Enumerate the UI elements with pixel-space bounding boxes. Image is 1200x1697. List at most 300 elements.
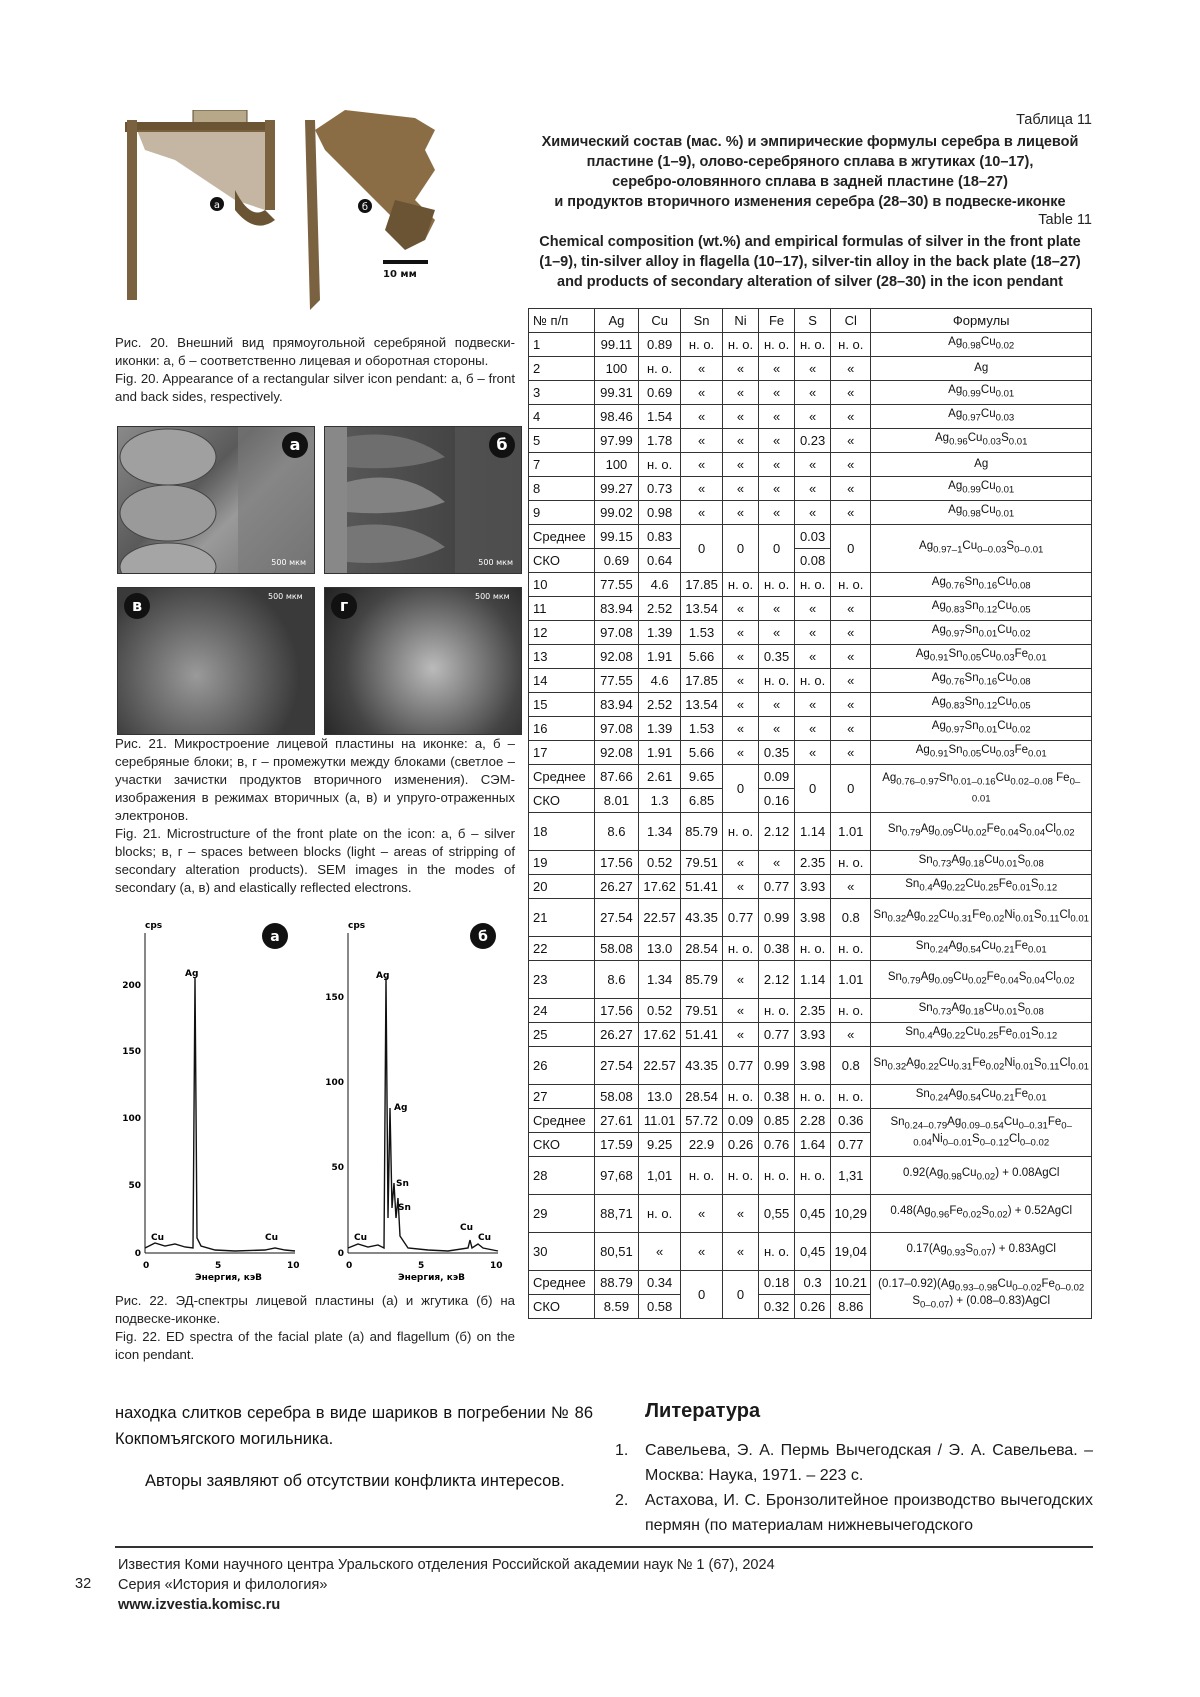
table-cell: 85.79 — [681, 813, 723, 851]
table-cell: « — [795, 741, 831, 765]
table-cell: 43.35 — [681, 1047, 723, 1085]
table-cell: « — [795, 501, 831, 525]
table-cell: 28 — [529, 1157, 595, 1195]
table-cell: « — [795, 717, 831, 741]
table-header-row — [529, 309, 1092, 333]
table-cell: « — [681, 357, 723, 381]
table-cell: н. о. — [723, 813, 759, 851]
column-header: № п/п — [529, 309, 595, 333]
tick: 100 — [122, 1114, 141, 1124]
table-cell: Среднее — [529, 765, 595, 789]
formula-cell: $Ag_{0.91}Sn_{0.05}Cu_{0.03}Fe_{0.01}$ — [871, 645, 1092, 669]
table-cell: 0.35 — [759, 741, 795, 765]
table-cell: СКО — [529, 789, 595, 813]
table-cell: 4.6 — [639, 573, 681, 597]
table-row — [529, 381, 1092, 405]
table-cell: н. о. — [639, 1195, 681, 1233]
table-cell: 43.35 — [681, 899, 723, 937]
table-cell: « — [723, 477, 759, 501]
formula-cell: $Sn_{0.79}Ag_{0.09}Cu_{0.02}Fe_{0.04}S_{0.04}Cl_{0.02}$ — [871, 961, 1092, 999]
conflict-statement: Авторы заявляют об отсутствии конфликта интересов. — [145, 1472, 565, 1490]
sem-label-d: г — [331, 593, 357, 619]
table-cell: Среднее — [529, 1271, 595, 1295]
table-cell: 0.77 — [759, 1023, 795, 1047]
table-cell: 22.57 — [639, 1047, 681, 1085]
table-cell: 1.54 — [639, 405, 681, 429]
table-cell: 16 — [529, 717, 595, 741]
column-header: Cl — [831, 309, 871, 333]
sem-scale-b: 500 мкм — [478, 558, 513, 567]
sem-panel-a — [117, 426, 315, 574]
table-cell: « — [831, 741, 871, 765]
table-cell: 3 — [529, 381, 595, 405]
formula-cell: $Ag_{0.97}Sn_{0.01}Cu_{0.02}$ — [871, 621, 1092, 645]
tick: 150 — [325, 993, 344, 1003]
table-cell: « — [759, 429, 795, 453]
table-cell: 6.85 — [681, 789, 723, 813]
table-cell: 83.94 — [594, 597, 638, 621]
tick: 100 — [325, 1078, 344, 1088]
table-cell: 0.38 — [759, 1085, 795, 1109]
formula-cell: $0.48(Ag_{0.96}Fe_{0.02}S_{0.02})$ + 0.52AgCl — [871, 1195, 1092, 1233]
table-cell: 0 — [681, 525, 723, 573]
table-cell: 1.39 — [639, 621, 681, 645]
table-cell: 2.35 — [795, 851, 831, 875]
spec-a-label: а — [270, 929, 280, 945]
table-cell: « — [681, 477, 723, 501]
table-cell: 22.9 — [681, 1133, 723, 1157]
table-cell: « — [795, 405, 831, 429]
table-row — [529, 1233, 1092, 1271]
table-cell: 0.77 — [759, 875, 795, 899]
table-cell: 58.08 — [594, 1085, 638, 1109]
formula-cell: $Ag_{0.97-1}Cu_{0-0.03}S_{0-0.01}$ — [871, 525, 1092, 573]
table-cell: 97.08 — [594, 621, 638, 645]
footer-website[interactable]: www.izvestia.komisc.ru — [118, 1597, 281, 1613]
table-cell: 18 — [529, 813, 595, 851]
table-cell: 8.01 — [594, 789, 638, 813]
table-cell: 0 — [759, 525, 795, 573]
table-cell: 3.93 — [795, 1023, 831, 1047]
table-cell: « — [831, 501, 871, 525]
table-cell: « — [681, 1195, 723, 1233]
table-cell: н. о. — [795, 937, 831, 961]
table-cell: 15 — [529, 693, 595, 717]
formula-cell: $Ag_{0.97}Cu_{0.03}$ — [871, 405, 1092, 429]
table-cell: 0.16 — [759, 789, 795, 813]
formula-cell: $Sn_{0.73}Ag_{0.18}Cu_{0.01}S_{0.08}$ — [871, 851, 1092, 875]
table-cell: 77.55 — [594, 669, 638, 693]
table-row — [529, 741, 1092, 765]
table-row — [529, 999, 1092, 1023]
table-cell: 0.3 — [795, 1271, 831, 1295]
table-cell: 0.69 — [594, 549, 638, 573]
table-cell: « — [759, 717, 795, 741]
table-cell: 1,01 — [639, 1157, 681, 1195]
table-cell: н. о. — [831, 1085, 871, 1109]
table-cell: « — [759, 501, 795, 525]
table-cell: 87.66 — [594, 765, 638, 789]
table-cell: « — [723, 1233, 759, 1271]
table-row — [529, 501, 1092, 525]
table-cell: 2.52 — [639, 597, 681, 621]
table-cell: 0.09 — [723, 1109, 759, 1133]
formula-cell: $Ag_{0.99}Cu_{0.01}$ — [871, 477, 1092, 501]
table-cell: 2.61 — [639, 765, 681, 789]
caption-en: Fig. 20. Appearance of a rectangular silver icon pendant: a, б – front and back sides, respectively. — [115, 371, 515, 404]
table-cell: 17.62 — [639, 875, 681, 899]
table-cell: 0.99 — [759, 899, 795, 937]
table-cell: « — [831, 429, 871, 453]
table-cell: 0 — [723, 525, 759, 573]
table-cell: 1.34 — [639, 961, 681, 999]
tick: 0 — [346, 1261, 353, 1271]
table-cell: 0.77 — [723, 1047, 759, 1085]
figure-20-image — [115, 110, 475, 330]
tick: 10 — [287, 1261, 300, 1271]
table-cell: 26 — [529, 1047, 595, 1085]
table-cell: 0.89 — [639, 333, 681, 357]
peak-label: Cu — [265, 1233, 279, 1243]
table-cell: « — [795, 477, 831, 501]
table-cell: н. о. — [795, 669, 831, 693]
table-cell: 0.64 — [639, 549, 681, 573]
table-cell: СКО — [529, 1133, 595, 1157]
table-cell: 0.98 — [639, 501, 681, 525]
sem-panel-c — [117, 587, 315, 735]
table-cell: « — [723, 381, 759, 405]
tick: 0 — [134, 1249, 141, 1259]
fig20-scale: 10 мм — [383, 269, 417, 280]
table-cell: « — [795, 381, 831, 405]
table-cell: « — [795, 693, 831, 717]
formula-cell: $Ag_{0.97}Sn_{0.01}Cu_{0.02}$ — [871, 717, 1092, 741]
formula-cell: $Sn_{0.4}Ag_{0.22}Cu_{0.25}Fe_{0.01}S_{0.12}$ — [871, 875, 1092, 899]
table-cell: 0.77 — [831, 1133, 871, 1157]
table-cell: 100 — [594, 357, 638, 381]
caption-ru: Рис. 22. ЭД-спектры лицевой пластины (а) и жгутика (б) на подвеске-иконке. — [115, 1293, 515, 1326]
figure-21-caption — [115, 735, 515, 897]
table-cell: 17.56 — [594, 851, 638, 875]
table-cell: 0.83 — [639, 525, 681, 549]
table-row — [529, 597, 1092, 621]
sem-label-c: в — [124, 593, 150, 619]
table-cell: « — [831, 717, 871, 741]
table-cell: 0,45 — [795, 1233, 831, 1271]
formula-cell: $Sn_{0.4}Ag_{0.22}Cu_{0.25}Fe_{0.01}S_{0.12}$ — [871, 1023, 1092, 1047]
table-cell: 9.25 — [639, 1133, 681, 1157]
caption-en: Fig. 21. Microstructure of the front plate on the icon: a, б – silver blocks; в, г – spaces between blocks (light – areas of stripping of secondary alteration products). SEM images in the modes of secondary (а, в) and elastically reflected electrons. — [115, 826, 515, 895]
column-header: Fe — [759, 309, 795, 333]
table-cell: « — [831, 645, 871, 669]
table-cell: 9 — [529, 501, 595, 525]
table-row — [529, 1271, 1092, 1295]
table-cell: 21 — [529, 899, 595, 937]
table-cell: « — [795, 453, 831, 477]
table-cell: 1.01 — [831, 961, 871, 999]
table-cell: 3.93 — [795, 875, 831, 899]
table-cell: 13.54 — [681, 693, 723, 717]
table-cell: 3.98 — [795, 899, 831, 937]
table-cell: 85.79 — [681, 961, 723, 999]
table-cell: « — [759, 453, 795, 477]
table-row — [529, 645, 1092, 669]
table-cell: СКО — [529, 549, 595, 573]
table-cell: 0.8 — [831, 1047, 871, 1085]
table-cell: 92.08 — [594, 645, 638, 669]
table-cell: 0.8 — [831, 899, 871, 937]
table-cell: 1.53 — [681, 621, 723, 645]
table-cell: н. о. — [639, 453, 681, 477]
table-cell: « — [831, 1023, 871, 1047]
formula-cell: $0.17(Ag_{0.93}S_{0.07})$ + 0.83AgCl — [871, 1233, 1092, 1271]
table-cell: 0.35 — [759, 645, 795, 669]
table-cell: 88.79 — [594, 1271, 638, 1295]
table-cell: « — [759, 597, 795, 621]
body-paragraph: находка слитков серебра в виде шариков в погребении № 86 Кокпомъягского могильника. — [115, 1404, 593, 1448]
table-cell: 1.91 — [639, 645, 681, 669]
column-header: Формулы — [871, 309, 1092, 333]
table-cell: « — [723, 1023, 759, 1047]
table-cell: 0.73 — [639, 477, 681, 501]
table-cell: 0 — [723, 765, 759, 813]
table-cell: « — [723, 851, 759, 875]
table-cell: 5.66 — [681, 741, 723, 765]
caption-ru: Рис. 21. Микростроение лицевой пластины на иконке: а, б – серебряные блоки; в, г – промежутки между блоками (светлое – участки зачистки продуктов вторичного изменения). СЭМ-изображения в режимах вторичных (а, в) и упруго-отраженных электронов. — [115, 736, 515, 823]
table-row — [529, 693, 1092, 717]
table-cell: 0 — [831, 765, 871, 813]
table-cell: 79.51 — [681, 851, 723, 875]
formula-cell: Ag — [871, 357, 1092, 381]
reference-1 — [615, 1438, 1093, 1488]
table-cell: 1.01 — [831, 813, 871, 851]
table-cell: 24 — [529, 999, 595, 1023]
table-cell: 98.46 — [594, 405, 638, 429]
table-cell: « — [723, 645, 759, 669]
table-row — [529, 477, 1092, 501]
tick: 150 — [122, 1047, 141, 1057]
table-title-en — [528, 232, 1092, 292]
peak-label: Ag — [394, 1103, 408, 1113]
table-cell: 23 — [529, 961, 595, 999]
table-cell: 17.85 — [681, 669, 723, 693]
composition-table — [528, 308, 1092, 1319]
table-cell: Среднее — [529, 1109, 595, 1133]
table-row — [529, 1195, 1092, 1233]
table-cell: 13.54 — [681, 597, 723, 621]
table-cell: 99.27 — [594, 477, 638, 501]
table-cell: 0.09 — [759, 765, 795, 789]
figure-22-caption — [115, 1292, 515, 1364]
table-cell: 22 — [529, 937, 595, 961]
table-row — [529, 961, 1092, 999]
tick: 5 — [418, 1261, 425, 1271]
table-cell: « — [831, 405, 871, 429]
table-cell: 58.08 — [594, 937, 638, 961]
table-cell: н. о. — [831, 573, 871, 597]
table-cell: 0,55 — [759, 1195, 795, 1233]
title-line: (1–9), tin-silver alloy in flagella (10–17), silver-tin alloy in the back plate (18–27) — [539, 254, 1081, 270]
formula-cell: $Ag_{0.76}Sn_{0.16}Cu_{0.08}$ — [871, 669, 1092, 693]
table-cell: 13 — [529, 645, 595, 669]
table-cell: 0.52 — [639, 851, 681, 875]
formula-cell: $Sn_{0.24}Ag_{0.54}Cu_{0.21}Fe_{0.01}$ — [871, 1085, 1092, 1109]
table-cell: 10,29 — [831, 1195, 871, 1233]
table-cell: 12 — [529, 621, 595, 645]
table-row — [529, 765, 1092, 789]
table-cell: « — [681, 501, 723, 525]
table-cell: 83.94 — [594, 693, 638, 717]
table-cell: н. о. — [795, 1157, 831, 1195]
table-cell: « — [759, 405, 795, 429]
table-cell: 26.27 — [594, 1023, 638, 1047]
column-header: S — [795, 309, 831, 333]
table-cell: « — [723, 999, 759, 1023]
tick: 10 — [490, 1261, 503, 1271]
table-row — [529, 717, 1092, 741]
table-row — [529, 333, 1092, 357]
table-cell: 11 — [529, 597, 595, 621]
table-cell: 2.12 — [759, 813, 795, 851]
table-cell: « — [795, 357, 831, 381]
table-row — [529, 813, 1092, 851]
table-cell: « — [759, 693, 795, 717]
table-row — [529, 405, 1092, 429]
title-line: и продуктов вторичного изменения серебра (28–30) в подвеске-иконке — [554, 194, 1066, 210]
table-cell: 1.3 — [639, 789, 681, 813]
table-cell: 20 — [529, 875, 595, 899]
ref-num: 1. — [615, 1442, 629, 1459]
formula-cell: $Ag_{0.96}Cu_{0.03}S_{0.01}$ — [871, 429, 1092, 453]
table-cell: н. о. — [759, 669, 795, 693]
table-cell: 1.14 — [795, 961, 831, 999]
table-cell: « — [723, 741, 759, 765]
table-cell: 8 — [529, 477, 595, 501]
table-cell: « — [723, 501, 759, 525]
spectrum-a — [115, 918, 315, 1283]
column-header: Ni — [723, 309, 759, 333]
table-cell: 28.54 — [681, 1085, 723, 1109]
table-cell: 80,51 — [594, 1233, 638, 1271]
formula-cell: $Ag_{0.83}Sn_{0.12}Cu_{0.05}$ — [871, 693, 1092, 717]
table-cell: « — [723, 717, 759, 741]
peak-label: Cu — [354, 1233, 368, 1243]
table-cell: 99.02 — [594, 501, 638, 525]
spectrum-b — [318, 918, 518, 1283]
tick: 5 — [215, 1261, 222, 1271]
table-cell: « — [723, 621, 759, 645]
peak-label: Sn — [396, 1179, 409, 1189]
table-cell: 0.18 — [759, 1271, 795, 1295]
table-cell: 0.34 — [639, 1271, 681, 1295]
table-cell: н. о. — [759, 1233, 795, 1271]
table-row — [529, 621, 1092, 645]
table-cell: « — [831, 357, 871, 381]
table-cell: 13.0 — [639, 937, 681, 961]
table-cell: « — [831, 477, 871, 501]
table-cell: н. о. — [759, 573, 795, 597]
table-cell: 99.11 — [594, 333, 638, 357]
table-row — [529, 1023, 1092, 1047]
table-cell: 2 — [529, 357, 595, 381]
table-cell: 19 — [529, 851, 595, 875]
table-number-ru: Таблица 11 — [1016, 112, 1092, 128]
table-cell: 9.65 — [681, 765, 723, 789]
table-cell: 99.31 — [594, 381, 638, 405]
table-cell: « — [723, 453, 759, 477]
table-row — [529, 453, 1092, 477]
column-header: Sn — [681, 309, 723, 333]
sem-scale-c: 500 мкм — [268, 592, 303, 601]
table-cell: 0.03 — [795, 525, 831, 549]
table-cell: 77.55 — [594, 573, 638, 597]
table-cell: 10.21 — [831, 1271, 871, 1295]
ref-text: Астахова, И. С. Бронзолитейное производство вычегодских пермян (по материалам нижневычегодского — [645, 1492, 1093, 1534]
table-row — [529, 1109, 1092, 1133]
table-cell: 13.0 — [639, 1085, 681, 1109]
table-cell: 2.52 — [639, 693, 681, 717]
spec-a-xlabel: Энергия, кэВ — [195, 1273, 263, 1283]
title-line: серебро-оловянного сплава в задней пластине (18–27) — [612, 174, 1008, 190]
table-cell: 1.91 — [639, 741, 681, 765]
table-cell: 27.61 — [594, 1109, 638, 1133]
table-row — [529, 899, 1092, 937]
formula-cell: $Ag_{0.91}Sn_{0.05}Cu_{0.03}Fe_{0.01}$ — [871, 741, 1092, 765]
table-cell: 27.54 — [594, 1047, 638, 1085]
table-cell: 10 — [529, 573, 595, 597]
table-cell: 29 — [529, 1195, 595, 1233]
table-cell: 0 — [831, 525, 871, 573]
table-cell: н. о. — [759, 1157, 795, 1195]
table-cell: 8.86 — [831, 1295, 871, 1319]
table-row — [529, 851, 1092, 875]
table-cell: н. о. — [639, 357, 681, 381]
spec-b-label: б — [478, 929, 488, 945]
tick: 50 — [331, 1163, 344, 1173]
table-cell: н. о. — [831, 999, 871, 1023]
peak-label: Cu — [460, 1223, 474, 1233]
figure-20-caption — [115, 334, 515, 406]
table-cell: 4 — [529, 405, 595, 429]
table-cell: « — [681, 405, 723, 429]
table-cell: « — [759, 381, 795, 405]
title-line: Химический состав (мас. %) и эмпирические формулы серебра в лицевой — [541, 134, 1079, 150]
peak-label: Ag — [376, 971, 390, 981]
formula-cell: $Sn_{0.24}Ag_{0.54}Cu_{0.21}Fe_{0.01}$ — [871, 937, 1092, 961]
formula-cell: $Ag_{0.99}Cu_{0.01}$ — [871, 381, 1092, 405]
table-cell: 0,45 — [795, 1195, 831, 1233]
table-cell: 97.99 — [594, 429, 638, 453]
table-cell: 11.01 — [639, 1109, 681, 1133]
table-cell: 3.98 — [795, 1047, 831, 1085]
table-cell: « — [681, 1233, 723, 1271]
table-cell: « — [831, 669, 871, 693]
caption-ru: Рис. 20. Внешний вид прямоугольной серебряной подвески-иконки: а, б – соответственно лицевая и оборотная стороны. — [115, 335, 515, 368]
table-cell: н. о. — [795, 1085, 831, 1109]
sem-scale-d: 500 мкм — [475, 592, 510, 601]
table-cell: 51.41 — [681, 875, 723, 899]
table-cell: 100 — [594, 453, 638, 477]
table-cell: н. о. — [723, 937, 759, 961]
table-cell: 26.27 — [594, 875, 638, 899]
table-cell: н. о. — [795, 573, 831, 597]
table-cell: 0 — [681, 1271, 723, 1319]
formula-cell: $Sn_{0.73}Ag_{0.18}Cu_{0.01}S_{0.08}$ — [871, 999, 1092, 1023]
table-cell: « — [723, 693, 759, 717]
table-cell: 0.38 — [759, 937, 795, 961]
table-cell: « — [723, 405, 759, 429]
table-cell: 17.85 — [681, 573, 723, 597]
